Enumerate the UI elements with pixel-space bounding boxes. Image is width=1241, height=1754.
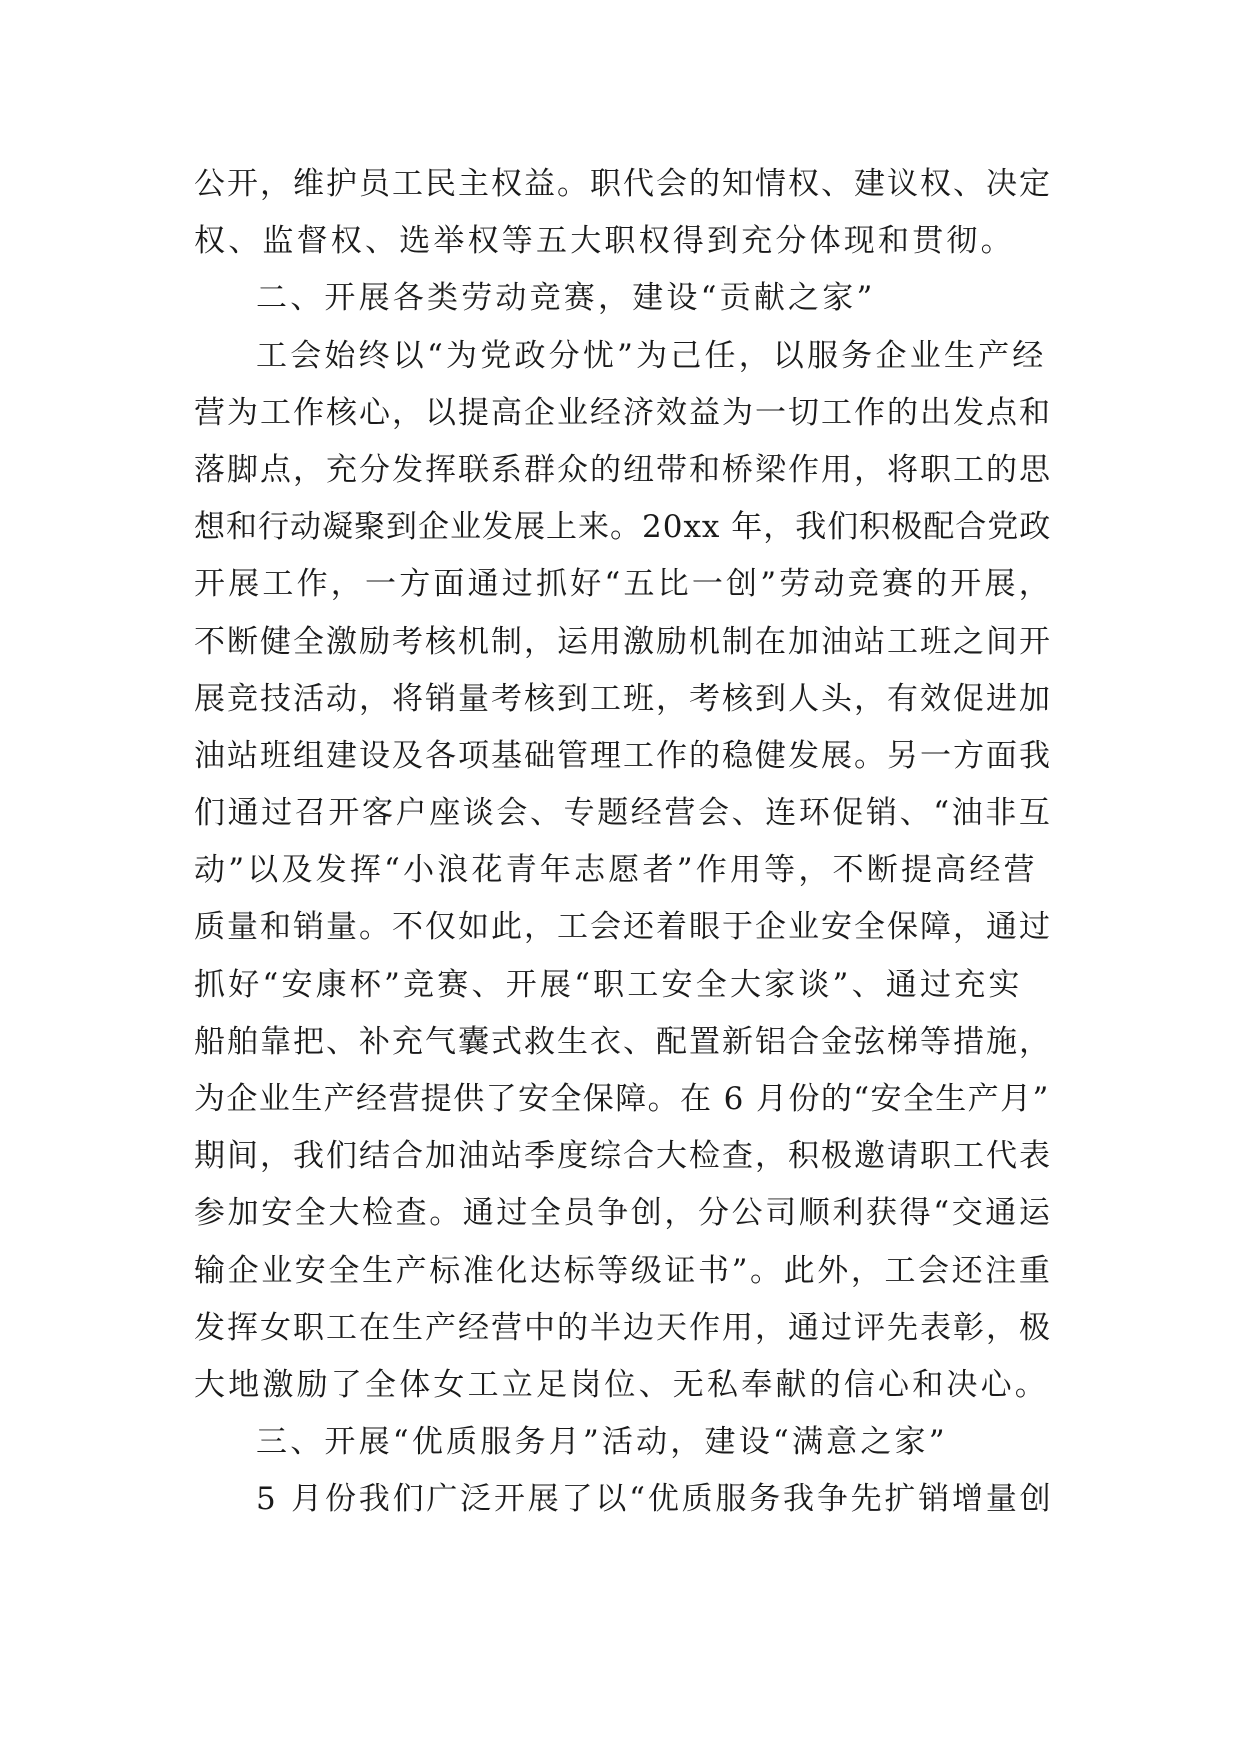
text-line: 动”以及发挥“小浪花青年志愿者”作用等，不断提高经营 <box>194 852 1038 889</box>
text-line: 大地激励了全体女工立足岗位、无私奉献的信心和决心。 <box>194 1366 1049 1403</box>
text-line: 发挥女职工在生产经营中的半边天作用，通过评先表彰，极 <box>194 1309 1052 1346</box>
text-line: 展竞技活动，将销量考核到工班，考核到人头，有效促进加 <box>194 680 1052 717</box>
text-line: 想和行动凝聚到企业发展上来。20xx 年，我们积极配合党政 <box>194 509 1052 546</box>
text-line: 工会始终以“为党政分忧”为己任，以服务企业生产经 <box>256 337 1047 374</box>
text-line: 权、监督权、选举权等五大职权得到充分体现和贯彻。 <box>194 223 1015 260</box>
text-line: 不断健全激励考核机制，运用激励机制在加油站工班之间开 <box>194 623 1052 660</box>
text-line: 质量和销量。不仅如此，工会还着眼于企业安全保障，通过 <box>194 909 1052 946</box>
text-line: 期间，我们结合加油站季度综合大检查，积极邀请职工代表 <box>194 1138 1052 1175</box>
text-line: 开展工作，一方面通过抓好“五比一创”劳动竞赛的开展， <box>194 566 1053 603</box>
text-line: 落脚点，充分发挥联系群众的纽带和桥梁作用，将职工的思 <box>194 451 1052 488</box>
section-heading: 三、开展“优质服务月”活动，建设“满意之家” <box>256 1424 948 1461</box>
document-body <box>194 156 1054 1529</box>
text-line: 5 月份我们广泛开展了以“优质服务我争先扩销增量创 <box>256 1481 1054 1518</box>
text-line: 营为工作核心，以提高企业经济效益为一切工作的出发点和 <box>194 394 1052 431</box>
section-heading: 二、开展各类劳动竞赛，建设“贡献之家” <box>256 280 876 317</box>
text-line: 抓好“安康杯”竞赛、开展“职工安全大家谈”、通过充实 <box>194 966 1023 1003</box>
text-line: 油站班组建设及各项基础管理工作的稳健发展。另一方面我 <box>194 737 1052 774</box>
text-line: 为企业生产经营提供了安全保障。在 6 月份的“安全生产月” <box>194 1081 1050 1117</box>
text-line: 船舶靠把、补充气囊式救生衣、配置新铝合金弦梯等措施， <box>194 1023 1052 1060</box>
text-line: 输企业安全生产标准化达标等级证书”。此外，工会还注重 <box>194 1252 1053 1289</box>
text-line: 们通过召开客户座谈会、专题经营会、连环促销、“油非互 <box>194 795 1053 832</box>
text-line: 参加安全大检查。通过全员争创，分公司顺利获得“交通运 <box>194 1195 1053 1232</box>
text-line: 公开，维护员工民主权益。职代会的知情权、建议权、决定 <box>194 166 1052 202</box>
